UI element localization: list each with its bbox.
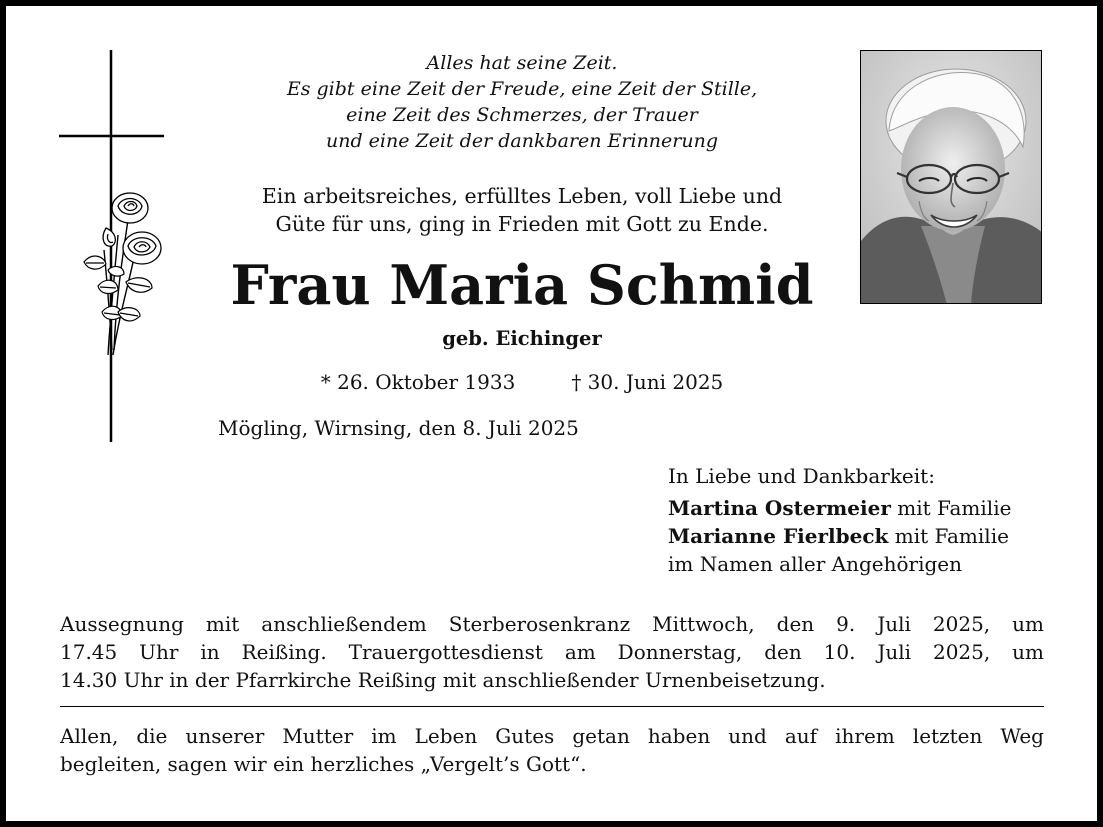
birth-name: geb. Eichinger xyxy=(442,327,602,350)
thanks-line: begleiten, sagen wir ein herzliches „Vergelt’s Gott“. xyxy=(60,752,587,776)
mourner-suffix: mit Familie xyxy=(890,496,1012,520)
cross-with-roses-icon xyxy=(56,50,166,445)
service-line: Aussegnung mit anschließendem Sterberosenkranz Mittwoch, den 9. Juli 2025, um xyxy=(60,612,1044,636)
poem-line: und eine Zeit der dankbaren Erinnerung xyxy=(325,130,719,152)
poem-line: eine Zeit des Schmerzes, der Trauer xyxy=(346,104,698,126)
mourner-name: Martina Ostermeier xyxy=(668,496,891,520)
mourner-entry xyxy=(668,494,1068,522)
mourners-closing: im Namen aller Angehörigen xyxy=(668,552,963,576)
service-line: 17.45 Uhr in Reißing. Trauergottesdienst am Donnerstag, den 10. Juli 2025, um xyxy=(60,640,1044,664)
poem xyxy=(206,50,838,154)
tribute-line: Güte für uns, ging in Frieden mit Gott zu Ende. xyxy=(275,212,769,236)
birth-date: * 26. Oktober 1933 xyxy=(320,370,516,394)
tribute-line: Ein arbeitsreiches, erfülltes Leben, voll Liebe und xyxy=(261,184,783,208)
deceased-name: Frau Maria Schmid xyxy=(230,253,814,317)
mourner-entry xyxy=(668,522,1068,550)
thanks-line: Allen, die unserer Mutter im Leben Gutes getan haben und auf ihrem letzten Weg xyxy=(60,724,1044,748)
service-line: 14.30 Uhr in der Pfarrkirche Reißing mit anschließender Urnenbeisetzung. xyxy=(60,668,826,692)
mourners-intro: In Liebe und Dankbarkeit: xyxy=(668,464,935,488)
place-date: Mögling, Wirnsing, den 8. Juli 2025 xyxy=(218,416,579,440)
divider xyxy=(60,706,1044,707)
service-info xyxy=(60,610,1044,694)
portrait-photo xyxy=(860,50,1042,304)
mourners xyxy=(668,462,1068,578)
mourner-suffix: mit Familie xyxy=(888,524,1009,548)
poem-line: Alles hat seine Zeit. xyxy=(426,52,618,74)
tribute-text xyxy=(206,182,838,238)
mourner-name: Marianne Fierlbeck xyxy=(668,524,889,548)
death-date: † 30. Juni 2025 xyxy=(571,370,724,394)
thanks-text xyxy=(60,722,1044,778)
life-dates xyxy=(206,368,838,396)
poem-line: Es gibt eine Zeit der Freude, eine Zeit der Stille, xyxy=(286,78,758,100)
